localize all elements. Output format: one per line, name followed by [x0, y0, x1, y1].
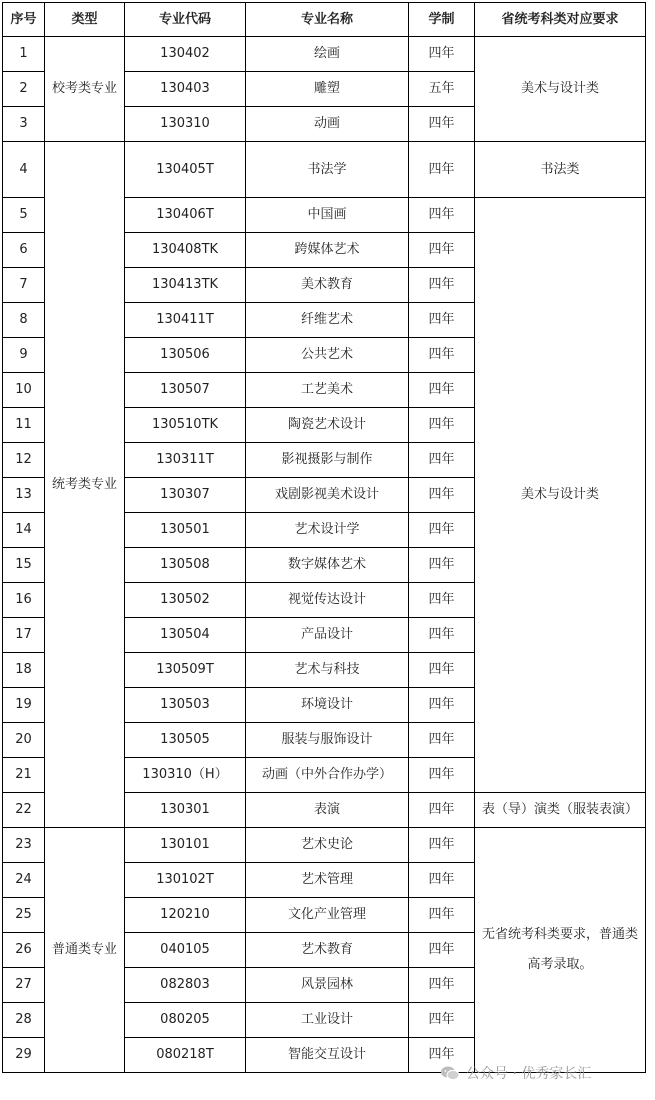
table-header-row	[3, 3, 646, 37]
cell-code: 120210	[125, 898, 246, 933]
table-row	[3, 37, 646, 72]
header-duration: 学制	[409, 3, 475, 37]
cell-code: 130102T	[125, 863, 246, 898]
cell-duration: 四年	[409, 898, 475, 933]
cell-code: 130507	[125, 373, 246, 408]
cell-index: 25	[3, 898, 45, 933]
cell-name: 服装与服饰设计	[246, 723, 409, 758]
cell-code: 130508	[125, 548, 246, 583]
cell-name: 艺术与科技	[246, 653, 409, 688]
cell-index: 11	[3, 408, 45, 443]
header-index: 序号	[3, 3, 45, 37]
cell-name: 数字媒体艺术	[246, 548, 409, 583]
cell-index: 12	[3, 443, 45, 478]
cell-requirement: 书法类	[475, 142, 646, 198]
cell-duration: 四年	[409, 828, 475, 863]
majors-table	[2, 2, 646, 1073]
cell-name: 中国画	[246, 198, 409, 233]
cell-name: 艺术设计学	[246, 513, 409, 548]
cell-duration: 四年	[409, 723, 475, 758]
header-requirement: 省统考科类对应要求	[475, 3, 646, 37]
cell-name: 公共艺术	[246, 338, 409, 373]
table-row	[3, 828, 646, 863]
cell-code: 130411T	[125, 303, 246, 338]
cell-duration: 四年	[409, 198, 475, 233]
cell-requirement: 表（导）演类（服装表演）	[475, 793, 646, 828]
cell-index: 9	[3, 338, 45, 373]
cell-index: 16	[3, 583, 45, 618]
cell-index: 13	[3, 478, 45, 513]
cell-name: 动画（中外合作办学）	[246, 758, 409, 793]
cell-requirement: 无省统考科类要求，普通类高考录取。	[475, 828, 646, 1073]
header-code: 专业代码	[125, 3, 246, 37]
cell-type: 校考类专业	[45, 37, 125, 142]
cell-code: 130408TK	[125, 233, 246, 268]
wechat-icon	[440, 1065, 460, 1081]
cell-requirement: 美术与设计类	[475, 37, 646, 142]
cell-index: 10	[3, 373, 45, 408]
cell-duration: 四年	[409, 863, 475, 898]
cell-duration: 四年	[409, 618, 475, 653]
cell-index: 15	[3, 548, 45, 583]
cell-name: 艺术教育	[246, 933, 409, 968]
cell-code: 130310	[125, 107, 246, 142]
watermark	[440, 1063, 591, 1083]
table-row	[3, 142, 646, 198]
cell-index: 2	[3, 72, 45, 107]
cell-name: 智能交互设计	[246, 1038, 409, 1073]
cell-code: 130101	[125, 828, 246, 863]
cell-type: 统考类专业	[45, 142, 125, 828]
cell-duration: 四年	[409, 268, 475, 303]
cell-index: 26	[3, 933, 45, 968]
cell-name: 工业设计	[246, 1003, 409, 1038]
header-type: 类型	[45, 3, 125, 37]
cell-duration: 四年	[409, 513, 475, 548]
cell-name: 动画	[246, 107, 409, 142]
cell-name: 雕塑	[246, 72, 409, 107]
cell-duration: 四年	[409, 233, 475, 268]
cell-index: 3	[3, 107, 45, 142]
cell-name: 风景园林	[246, 968, 409, 1003]
cell-index: 29	[3, 1038, 45, 1073]
cell-requirement: 美术与设计类	[475, 198, 646, 793]
cell-index: 23	[3, 828, 45, 863]
cell-code: 130307	[125, 478, 246, 513]
cell-duration: 四年	[409, 37, 475, 72]
header-name: 专业名称	[246, 3, 409, 37]
cell-duration: 四年	[409, 968, 475, 1003]
cell-code: 130501	[125, 513, 246, 548]
cell-name: 戏剧影视美术设计	[246, 478, 409, 513]
cell-duration: 四年	[409, 1038, 475, 1073]
cell-duration: 五年	[409, 72, 475, 107]
cell-code: 130510TK	[125, 408, 246, 443]
cell-duration: 四年	[409, 793, 475, 828]
cell-duration: 四年	[409, 548, 475, 583]
cell-type: 普通类专业	[45, 828, 125, 1073]
cell-index: 27	[3, 968, 45, 1003]
cell-duration: 四年	[409, 653, 475, 688]
cell-duration: 四年	[409, 408, 475, 443]
cell-name: 产品设计	[246, 618, 409, 653]
cell-code: 130301	[125, 793, 246, 828]
cell-code: 130413TK	[125, 268, 246, 303]
watermark-text: 公众号 · 优秀家长汇	[466, 1066, 592, 1082]
cell-code: 130504	[125, 618, 246, 653]
cell-code: 130311T	[125, 443, 246, 478]
cell-duration: 四年	[409, 338, 475, 373]
cell-code: 130310（H）	[125, 758, 246, 793]
cell-name: 纤维艺术	[246, 303, 409, 338]
cell-name: 艺术史论	[246, 828, 409, 863]
cell-name: 陶瓷艺术设计	[246, 408, 409, 443]
cell-name: 影视摄影与制作	[246, 443, 409, 478]
cell-name: 视觉传达设计	[246, 583, 409, 618]
cell-index: 14	[3, 513, 45, 548]
cell-code: 130405T	[125, 142, 246, 198]
cell-index: 8	[3, 303, 45, 338]
cell-duration: 四年	[409, 303, 475, 338]
cell-code: 040105	[125, 933, 246, 968]
cell-duration: 四年	[409, 758, 475, 793]
cell-duration: 四年	[409, 142, 475, 198]
cell-duration: 四年	[409, 107, 475, 142]
cell-name: 跨媒体艺术	[246, 233, 409, 268]
cell-duration: 四年	[409, 1003, 475, 1038]
cell-duration: 四年	[409, 933, 475, 968]
cell-name: 环境设计	[246, 688, 409, 723]
cell-index: 18	[3, 653, 45, 688]
cell-code: 130509T	[125, 653, 246, 688]
cell-index: 17	[3, 618, 45, 653]
cell-code: 130505	[125, 723, 246, 758]
cell-index: 5	[3, 198, 45, 233]
cell-name: 工艺美术	[246, 373, 409, 408]
cell-code: 130406T	[125, 198, 246, 233]
cell-index: 1	[3, 37, 45, 72]
cell-name: 美术教育	[246, 268, 409, 303]
cell-code: 130503	[125, 688, 246, 723]
cell-index: 4	[3, 142, 45, 198]
cell-code: 130502	[125, 583, 246, 618]
cell-name: 绘画	[246, 37, 409, 72]
cell-name: 艺术管理	[246, 863, 409, 898]
cell-name: 书法学	[246, 142, 409, 198]
cell-index: 19	[3, 688, 45, 723]
cell-code: 080218T	[125, 1038, 246, 1073]
cell-duration: 四年	[409, 373, 475, 408]
cell-duration: 四年	[409, 583, 475, 618]
cell-code: 082803	[125, 968, 246, 1003]
cell-index: 22	[3, 793, 45, 828]
cell-index: 6	[3, 233, 45, 268]
cell-duration: 四年	[409, 688, 475, 723]
cell-index: 28	[3, 1003, 45, 1038]
cell-index: 7	[3, 268, 45, 303]
cell-index: 20	[3, 723, 45, 758]
cell-name: 表演	[246, 793, 409, 828]
cell-duration: 四年	[409, 443, 475, 478]
cell-code: 130506	[125, 338, 246, 373]
cell-name: 文化产业管理	[246, 898, 409, 933]
cell-code: 130402	[125, 37, 246, 72]
cell-index: 21	[3, 758, 45, 793]
cell-index: 24	[3, 863, 45, 898]
cell-code: 080205	[125, 1003, 246, 1038]
cell-duration: 四年	[409, 478, 475, 513]
cell-code: 130403	[125, 72, 246, 107]
